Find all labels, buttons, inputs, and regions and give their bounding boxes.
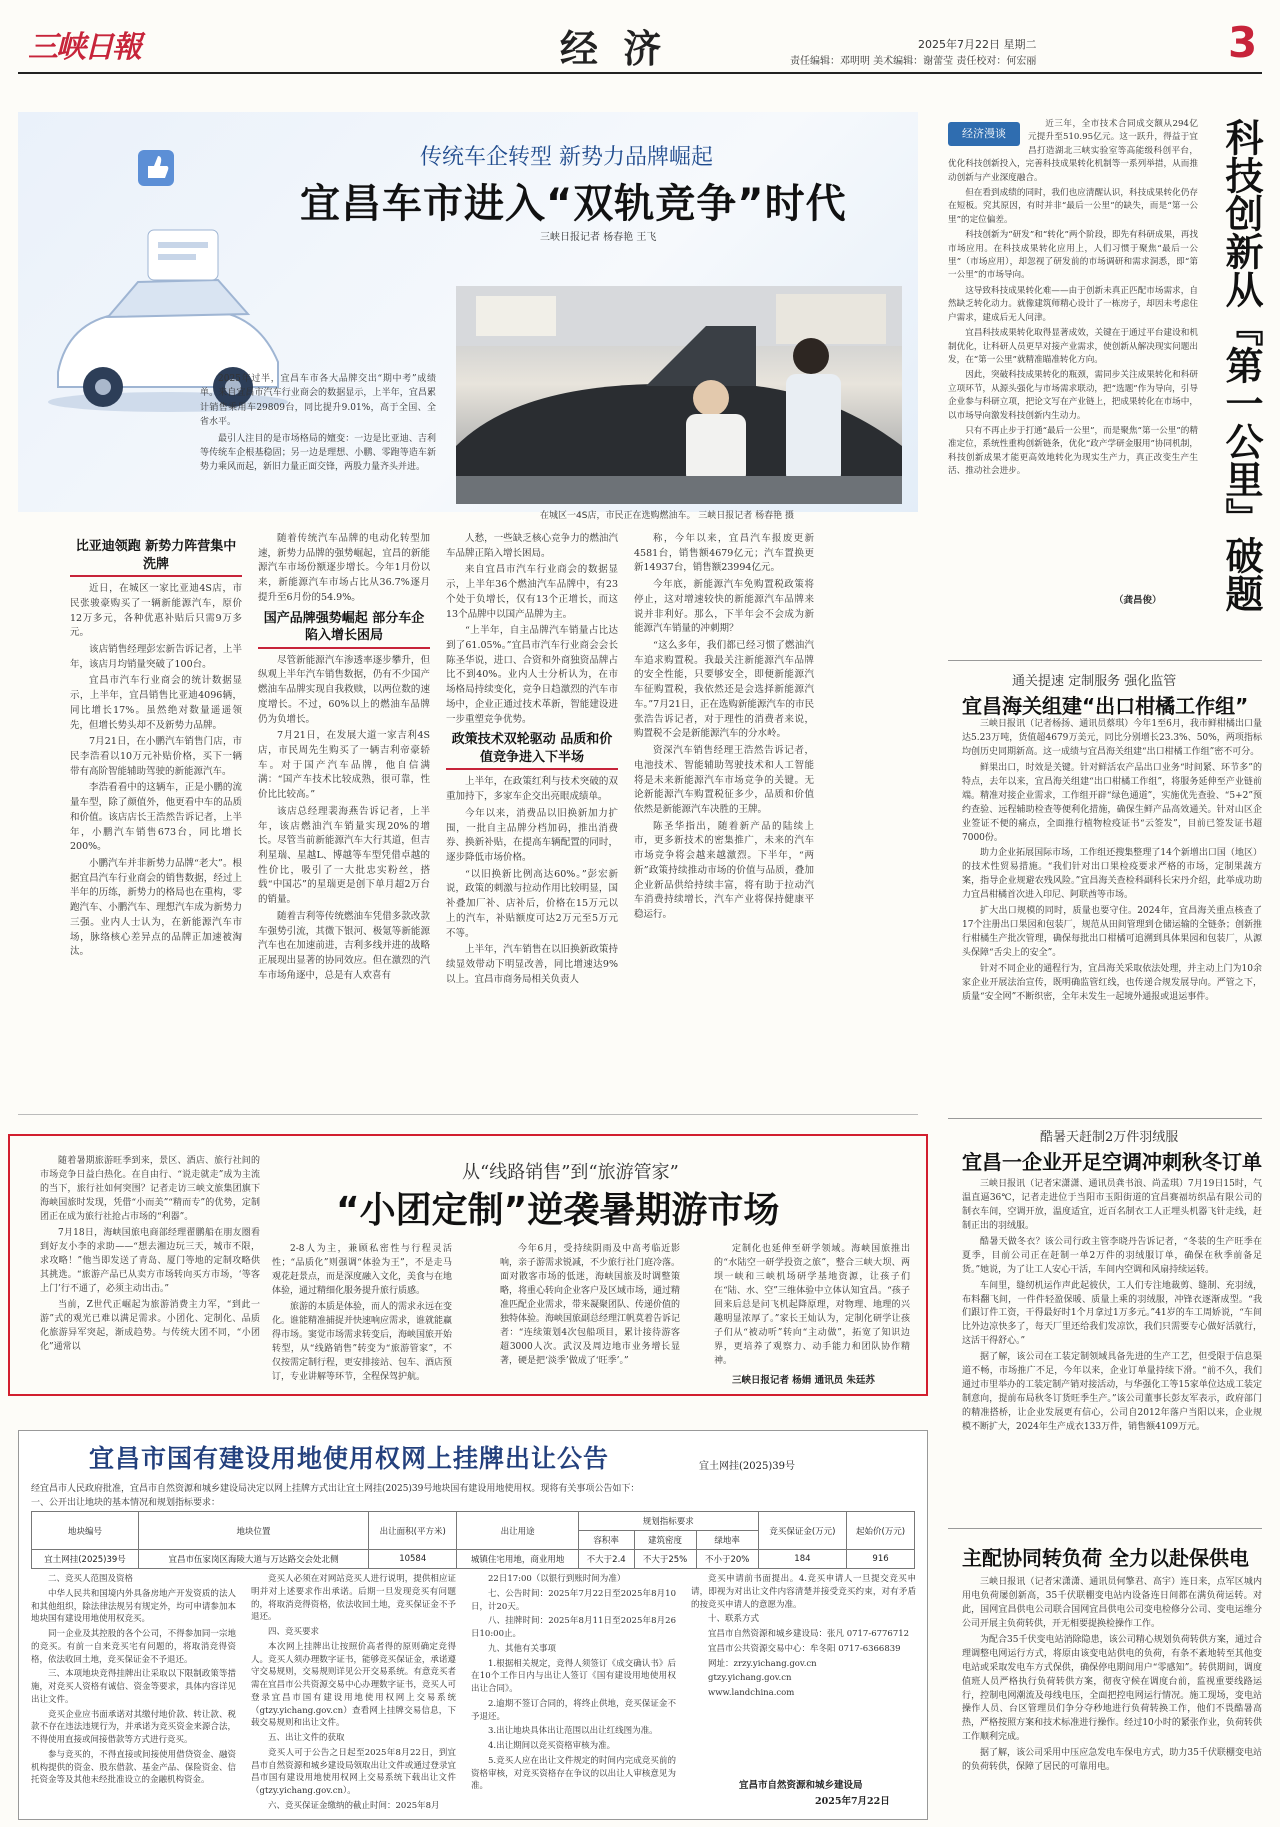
tourism-column-2: 2-8人为主，兼顾私密性与行程灵活性；“品质化”则强调“体验为王”，不是走马观花赶景点，而是深度融入文化，美食与在地体验，通过精细化服务提升旅行质感。 旅游的本质是体验，而人的需求永远在变化。谁能精准捕捉并快速响应需求，谁就能赢得市场。窦觉市场需求转变后，海峡国旅开始转型，从“线路销售”转变为“旅游管家”，不仅按需定制行程，更安排接站、包车、酒店预订，专业讲解等环节，全程保驾护航。: [272, 1244, 453, 1383]
lead-column-4: 称，今年以来，宜昌汽车报废更新4581台，销售额4679亿元；汽车置换更新14937台，销售额23994亿元。 今年底，新能源汽车免购置税政策将停止，这对增速较快的新能源汽车品牌来说并非利好。那么，下半年会不会成为新能源汽车销量的冲刺期？ “这么多年，我们都已经习惯了燃油汽车追求购置税。我最关注新能源汽车品牌的安全性能，只要够安全，即便新能源汽车征购置税，我依然还是会选择新能源汽车。”7月21日，正在选购新能源汽车的市民张浩告诉记者，对于理性的消费者来说，购置税不会是新能源汽车的分水岭。 资深汽车销售经理王浩然告诉记者，电池技术、智能辅助驾驶技术和人工智能将是未来新能源汽车市场竞争的关键。无论新能源汽车购置税征多少，品质和价值依然是新能源汽车决胜的王牌。 陈圣华指出，随着新产品的陆续上市，更多新技术的密集推广，未来的汽车市场竞争将会越来越激烈。下半年，“两新”政策持续推动市场的价值与品质，叠加企业新品供给持续丰富，将有助于拉动汽车消费持续增长，汽车产业将保持健康平稳运行。: [634, 533, 814, 920]
tourism-column-3: 今年6月，受持续阴雨及中高考临近影响，亲子游需求锐减，不少旅行社门庭冷落。面对散客市场的低迷，海峡国旅及时调整策略，将重心转向企业客户及区域市场，通过精准匹配企业需求，带来凝聚团队、传递价值的独特体验。海峡国旅副总经理江帆莫着告诉记者：“连续策划4次包船项目，累计接待游客超3000人次。武汉及周边地市业务增长显著，硬是把‘淡季’做成了‘旺季’。”: [500, 1244, 681, 1367]
bedding-kicker: 酷暑天赶制2万件羽绒服: [1040, 1130, 1179, 1145]
lead-intro: 2025年过半，宜昌车市各大品牌交出“期中考”成绩单。来自宜昌市汽车行业商会的数据显示，上半年，宜昌累计销售乘用车29809台，同比提升9.01%，高于全国、全省水平。 最引人注目的是市场格局的嬗变：一边是比亚迪、吉利等传统车企根基稳固；另一边是理想、小鹏、零跑等造车新势力乘风而起，新旧力量正面交锋，两股力量齐头并进。: [200, 374, 436, 473]
lead-subhead-2: 国产品牌强势崛起 部分车企陷入增长困局: [258, 610, 430, 649]
commentary-badge: 经济漫谈: [948, 122, 1020, 146]
lead-column-3: 人愁，一些缺乏核心竞争力的燃油汽车品牌正陷入增长困局。 来自宜昌市汽车行业商会的数据显示，上半年36个燃油汽车品牌中，有23个处于负增长，仅有13个正增长，而这13个品牌中以国产品牌为主。 “上半年，自主品牌汽车销量占比达到了61.05%。”宜昌市汽车行业商会会长陈圣华说，进口、合资和外商独资品牌占比不到40%。业内人士分析认为，在市场格局持续变化，竞争日趋激烈的汽车市场中，企业正通过技术革新，智能建设进一步重塑竞争优势。 政策技术双轮驱动 品质和价值竞争进入下半场 上半年，在政策红利与技术突破的双重加持下，多家车企交出亮眼成绩单。 今年以来，消费品以旧换新加力扩围，一批自主品牌分档加码，推出消费券、换新补贴，在提高车辆配置的同时，逐步降低市场价格。 “以旧换新比例高达60%。”彭宏新说，政策的刺激与拉动作用比较明显，国补叠加厂补、店补后，价格在15万元以上的汽车，补贴额度可达2万元至5万元不等。 上半年，汽车销售在以旧换新政策持续显效带动下明显改善，同比增速达9%以上。宜昌市商务局相关负责人: [446, 533, 618, 985]
bedding-title[interactable]: 宜昌一企业开足空调冲刺秋冬订单: [962, 1150, 1262, 1174]
tourism-kicker: 从“线路销售”到“旅游管家”: [462, 1162, 679, 1183]
notice-intro: 经宜昌市人民政府批准，宜昌市自然资源和城乡建设局决定以网上挂牌方式出让宜土网挂(2025)39号地块国有建设用地使用权。现将有关事项公告如下：: [31, 1484, 640, 1494]
newspaper-logo[interactable]: 三峡日報: [28, 30, 140, 65]
lead-column-1: 比亚迪领跑 新势力阵营集中洗牌 近日，在城区一家比亚迪4S店，市民张骏豪购买了一辆新能源汽车，原价12万多元，各种优惠补贴后只需9万多元。 该店销售经理彭宏新告诉记者，上半年，该店月均销量突破了100台。 宜昌市汽车行业商会的统计数据显示，上半年，宜昌销售比亚迪4096辆，同比增长17%。虽然绝对数量遥遥领先，但增长势头却不及新势力品牌。 7月21日，在小鹏汽车销售门店，市民李浩看以10万元补贴价格，买下一辆带有高阶智能辅助驾驶的新能源汽车。 李浩看看中的这辆车，正是小鹏的流量车型，除了颜值外，他更看中车的品质和价值。该店店长王浩然告诉记者，上半年，小鹏汽车销售673台，同比增长200%。 小鹏汽车并非新势力品牌“老大”。根据宜昌汽车行业商会的销售数据，经过上半年的历练，新势力的格局也在重构，零跑汽车、小鹏汽车、理想汽车成为新势力三强。业内人士认为，在新能源汽车市场，脉络核心差异点的品牌正加速被淘汰。: [70, 539, 242, 958]
notice-title[interactable]: 宜昌市国有建设用地使用权网上挂牌出让公告: [89, 1444, 610, 1473]
customs-title[interactable]: 宜昌海关组建“出口柑橘工作组”: [962, 694, 1249, 718]
commentary-body: 近三年，全市技术合同成交额从294亿元提升至510.95亿元。这一跃升，得益于宜昌打造湖北三峡实验室等高能级科创平台，优化科技创新投入，完善科技成果转化机制等一系列举措，从而推动创新与产业深度融合。 但在看到成绩的同时，我们也应清醒认识，科技成果转化仍存在短板。究其原因，有时并非“最后一公里”的缺失，而是“第一公里”的定位偏差。 科技创新为“研发”和“转化”两个阶段，即先有科研成果，再找市场应用。在科技成果转化应用上，人们习惯于聚焦“最后一公里”（市场应用），却忽视了研发前的市场调研和需求洞悉，即“第一公里”的市场导向。 这导致科技成果转化难——由于创新未真正匹配市场需求，自然缺乏转化动力。就像建筑师精心设计了一栋房子，却因未考虑住户需求，建成后无人问津。 宜昌科技成果转化取得显著成效，关键在于通过平台建设和机制优化，让科研人员更早对接产业需求，使创新从解决现实问题出发，在“第一公里”就精准瞄准转化方向。 因此，突破科技成果转化的瓶颈，需同步关注成果转化和科研立项环节，从源头强化与市场需求联动，把“选题”作为导向，引导企业参与科研立项，把论文写在产业链上，把成果转化在市场中，以市场导向激发科技创新内生动力。 只有不再止步于打通“最后一公里”，而是聚焦“第一公里”的精准定位，系统性重构创新链条，优化“政产学研金服用”协同机制，科技创新成果才能更高效地转化为现实生产力，真正改变生产生活、推动社会进步。: [948, 119, 1198, 477]
notice-column-1: 二、竞买人范围及资格 中华人民共和国境内外具备房地产开发资质的法人和其他组织，除法律法规另有规定外，均可申请参加本地块国有建设用地使用权竞买。 同一企业及其控股的各个公司，不得参加同一宗地的竞买。有前一自来竞买宅有问题的，将取消竞得资格，依法收回土地，竞买保证金不予退还。 三、本项地块竞得挂牌出让采取以下限制政策等措施，对竞买人资格有诚信、资金等要求，具体内容详见出让文件。 竞买企业应书面承诺对其缴付地价款、转让款、税款不存在违法违规行为，并承诺为竞买资金来源合法，不得使用直接或间接借款等方式进行竞买。 参与竞买的，不得直接或间接使用借贷资金、融资机构提供的资金、股东借款、基金产品、保险资金、信托资金等及其他未经批准设立的金融机构资金。: [31, 1574, 236, 1786]
tourism-column-1: 随着暑期旅游旺季到来，景区、酒店、旅行社间的市场竞争日益白热化。在自由行、“说走就走”成为主流的当下，旅行社如何突围？记者走访三峡文旅集团旗下海峡国旅时发现，凭借“小而美”“精而专”的优势，定制团正在成为旅行社抢占市场的“利器”。 7月18日，海峡国旅电商部经理翟鹏船在朋友圈看到好友小李的求助——“想去湘边玩三天，城市不限，求攻略！”他当即发送了青岛、厦门等地的定制攻略供其挑选。“旅游产品已从卖方市场转向买方市场，‘等客上门’行不通了，必须主动出击。” 当前，Z世代正崛起为旅游消费主力军，“到此一游”式的观光已难以满足需求。小团化、定制化、品质化旅游异军突起，渐成趋势。与传统大团不同，“小团化”通常以: [40, 1156, 260, 1353]
commentary-author: （龚昌俊）: [1114, 595, 1162, 606]
notice-column-2: 竞买人必须在对网站竞买人进行说明，提供相应证明并对上述要求作出承诺。后期一旦发现竞买有问题的，将取消竞得资格，依法收回土地，竞买保证金不予退还。 四、竞买要求 本次网上挂牌出让按照价高者得的原则确定竞得人。竞买人须办理数字证书，能够竞买保证金，承诺遵守交易规则，交易规则详见公开交易系统。有意竞买者需在宜昌市公共资源交易中心办理数字证书，竞买人可登录宜昌市国有建设用地使用权网上交易系统（gtzy.yichang.gov.cn）查看网上挂牌交易信息，下载交易规则和出让文件。 五、出让文件的获取 竞买人可于公告之日起至2025年8月22日，到宜昌市自然资源和城乡建设局领取出让文件或通过登录宜昌市国有建设用地使用权网上交易系统下载出让文件（gtzy.yichang.gov.cn）。 六、竞买保证金缴纳的截止时间：2025年8月: [251, 1574, 456, 1811]
commentary: [948, 112, 1262, 612]
tourism-title[interactable]: “小团定制”逆袭暑期游市场: [336, 1190, 780, 1231]
power-body: 三峡日报讯（记者宋潇潇、通讯员何擎君、高宇）连日来，点军区城内用电负荷屡创新高，35千伏联棚变电站内设备连日间都在满负荷运转。对此，国网宜昌供电公司联合国网宜昌供电公司变电检修分公司、变电运维分公司开展主负荷转供，开无相要提换检操作工作。 为配合35千伏变电站消除隐患，该公司精心规划负荷转供方案，通过合理调整电网运行方式，将原由该变电站供电的负荷，有条不紊地转至其他变电站或采取发电车方式保供，确保停电期间用户“零感知”。转供期间，调度值班人员严格执行负荷转供方案，彻夜守候在调度台前，监视重要线路运行，控制电网潮流及母线电压，全面把控电网运行情况。施工现场，变电站操作人员、台区管理员们争分夺秒地进行负荷转换工作，他们不畏酷暑高热，严格按照方案和技术标准进行操作。经过10小时的紧张作业，负荷转供工作顺利完成。 据了解，该公司采用中压应急发电车保电方式，助力35千伏联棚变电站的负荷转供，保障了居民的可靠用电。: [962, 1577, 1262, 1773]
tourism-column-4: 定制化也延伸至研学领域。海峡国旅推出的“水陆空一研学投资之旅”，整合三峡大坝、两坝一峡和三峡机场研学基地资源，让孩子们在“陆、水、空”三维体验中立体认知宜昌。“孩子回来后总是问飞机起降原理，对物理、地理的兴趣明显浓厚了。”家长王灿认为，定制化研学让孩子们从“被动听”转向“主动做”，拓宽了知识边界，更培养了观察力、动手能力和团队协作精神。: [714, 1244, 910, 1367]
masthead: [0, 0, 1280, 74]
car-showroom-photo: [456, 286, 902, 504]
notice-number: 宜土网挂(2025)39号: [699, 1461, 795, 1472]
notice-table: 地块编号 地块位置 出让面积(平方米) 出让用途 规划指标要求 竞买保证金(万元) 起始价(万元) 容积率 建筑密度 绿地率 宜土网挂(2025)39号 宜昌市伍家岗区海陵大道与万达路交会处北侧 10584 城镇住宅用地，商业用地 不大于2.4 不大于25% 不小于20% 184 916: [31, 1511, 915, 1569]
lead-subhead-3: 政策技术双轮驱动 品质和价值竞争进入下半场: [446, 731, 618, 770]
notice-date: 2025年7月22日: [815, 1796, 890, 1807]
commentary-title[interactable]: 科技创新从『第一公里』破题: [1219, 118, 1263, 612]
section-title: 经 济: [560, 26, 668, 71]
lead-column-2: 随着传统汽车品牌的电动化转型加速，新势力品牌的强势崛起，宜昌的新能源汽车市场份额逐步增长。今年1月份以来，新能源汽车市场占比从36.7%逐月提升至6月份的54.9%。 国产品牌强势崛起 部分车企陷入增长困局 尽管新能源汽车渗透率逐步攀升，但纵观上半年汽车销售数据，仍有不少国产燃油车品牌实现自我救赎，以两位数的速度增长。不过，60%以上的燃油车品牌仍为负增长。 7月21日，在发展大道一家吉利4S店，市民周先生购买了一辆吉利帝豪轿车。对于国产汽车品牌，他自信满满：“国产车技术比较成熟，很可靠，性价比比较高。” 该店总经理裴海燕告诉记者，上半年，该店燃油汽车销量实现20%的增长。尽管当前新能源汽车大行其道，但吉利星瑞、星越L、博越等车型凭借卓越的性价比，吸引了一大批忠实粉丝，搭载“中国芯”的星瑞更是创下单月超2万台的销量。 随着吉利等传统燃油车凭借多款改款车强势引流，其微下银河、极氪等新能源汽车也在加速前进，吉利多线并进的战略正展现出显著的协同效应。但在激烈的汽车市场角逐中，总是有人欢喜有: [258, 533, 430, 981]
thumb-up-icon: [136, 148, 176, 188]
lead-photo[interactable]: [456, 286, 902, 504]
notice-section-1: 一、公开出让地块的基本情况和规划指标要求：: [31, 1498, 221, 1508]
lead-byline: 三峡日报记者 杨春艳 王飞: [540, 232, 657, 243]
photo-caption: 在城区一4S店，市民正在选购燃油车。 三峡日报记者 杨春艳 摄: [540, 511, 795, 521]
page-number: 3: [1228, 18, 1258, 67]
lead-bottom-rule: [18, 1114, 918, 1115]
editors-line: 责任编辑：邓明明 美术编辑：谢蕾莹 责任校对：何宏丽: [790, 56, 1037, 67]
tourism-byline: 三峡日报记者 杨娟 通讯员 朱廷苏: [732, 1375, 875, 1386]
power-title[interactable]: 主配协同转负荷 全力以赴保供电: [962, 1546, 1249, 1570]
issue-date: 2025年7月22日 星期二: [918, 38, 1037, 51]
notice-column-3: 22日17:00（以银行到账时间为准） 七、公告时间：2025年7月22日至2025年8月10日，计20天。 八、挂牌时间：2025年8月11日至2025年8月26日10:00止。 九、其他有关事项 1.根据相关规定，竞得人须签订《成交确认书》后在10个工作日内与出让人签订《国有建设用地使用权出让合同》。 2.逾期不签订合同的，将终止供地，竞买保证金不予退还。 3.出让地块具体出让范围以出让红线图为准。 4.出让期间以竞买资格审核为准。 5.竞买人应在出让文件规定的时间内完成竞买前的资格审核，对竞买资格存在争议的以出让人审核意见为准。: [471, 1574, 676, 1792]
lead-subhead-1: 比亚迪领跑 新势力阵营集中洗牌: [70, 538, 242, 577]
customs-kicker: 通关提速 定制服务 强化监管: [1012, 674, 1177, 689]
customs-body: 三峡日报讯（记者杨扬、通讯员蔡琪）今年1至6月，我市鲜柑橘出口量达5.23万吨，货值超4679万美元，同比分别增长23.3%、50%，两项指标均创历史同期新高。这一成绩与宜昌海关组建“出口柑橘工作组”密不可分。 鲜果出口，时效是关键。针对鲜活农产品出口业务“时间紧、环节多”的特点，去年以来，宜昌海关组建“出口柑橘工作组”，将服务延伸至产业链前端。精准对接企业需求，工作组开辟“绿色通道”，实施优先查验、“5+2”预约查验、远程辅助检查等便利化措施，确保生鲜产品高效通关。针对山区企业签证不便的痛点，全面推行植物检疫证书“云签发”，目前已签发证书超7000份。 助力企业拓展国际市场，工作组还搜集整理了14个新增出口国（地区）的技术性贸易措施。“我们针对出口果检疫要求严格的市场，定制果蔬方案，指导企业规避农残风险。”宜昌海关查检科副科长宋丹介绍，此举成功助力宜昌柑橘首次进入印尼、阿联酋等市场。 扩大出口规模的同时，质量也要守住。2024年，宜昌海关重点核查了17个注册出口果园和包装厂，规范从田间管理到仓储运输的全链条；创新推行柑橘生产批次管理，确保每批出口柑橘可追溯到具体果园和包装厂，从源头保障“舌尖上的安全”。 针对不同企业的通程行为，宜昌海关采取依法处理，并主动上门为10余家企业开展法治宣传，既明确监管红线，也传递合规发展导向。严管之下，质量“安全网”不断织密，全年未发生一起境外通报或退运事件。: [962, 719, 1262, 1002]
lead-headline[interactable]: 宜昌车市进入“双轨竞争”时代: [300, 181, 847, 227]
lead-kicker: 传统车企转型 新势力品牌崛起: [420, 145, 713, 170]
bedding-body: 三峡日报讯（记者宋潇潇、通讯员龚书浪、尚孟琪）7月19日15时，气温直逼36℃，记者走进位于当阳市玉阳街道的宜昌赛福坊织品有限公司的制衣车间，空调开放，温度适宜，近百名制衣工人正埋头机器飞针走线，赶制正出的羽绒服。 酷暑天做冬衣？该公司行政主管李晓丹告诉记者，“冬装的生产旺季在夏季，目前公司正在赶制一单2万件的羽绒服订单，确保在秋季前备足货。”她说，为了让工人安心干活，车间内空调和风扇持续运转。 车间里，缝纫机运作声此起彼伏，工人们专注地裁剪、缝制、充羽绒，布料翻飞间，一件件轻盈保暖、质量上乘的羽绒服，冲锋衣逐渐成型。“我们跟订件工资，干得最好时1个月拿过1万多元。”41岁的车工周娇说，“车间比外边凉快多了，每天厂里还给我们发凉饮，我们只需要专心做好活就行，这活干得舒心。” 据了解，该公司在工装定制领域具备先进的生产工艺，但受限于信息渠道不畅，市场推广不足，今年以来，企业订单量持续下滑。“前不久，我们通过市里举办的工装定制产销对接活动，与华强化工等15家单位达成工装定制意向，提前布局秋冬订货旺季生产。”该公司董事长彭友军表示，政府部门的精准搭桥，让企业发展更有信心，公司自2012年落户当阳以来，企业规模不断扩大，2024年生产成衣133万件，销售额4109万元。: [962, 1179, 1262, 1432]
notice-column-4: 竞买申请前书面提出。4.竞买申请人一旦提交竞买申请，即视为对出让文件内容清楚并接受竞买约束，对有矛盾的按竞买申请人的意愿为准。 十、联系方式 宜昌市自然资源和城乡建设局：张凡 0717-6776712 宜昌市公共资源交易中心：牟冬阳 0717-6366839 网址：zrzy.yichang.gov.cn gtzy.yichang.gov.cn www.landchina.com: [691, 1574, 916, 1698]
notice-issuer: 宜昌市自然资源和城乡建设局: [739, 1780, 863, 1791]
table-row: 宜土网挂(2025)39号 宜昌市伍家岗区海陵大道与万达路交会处北侧 10584 城镇住宅用地，商业用地 不大于2.4 不大于25% 不小于20% 184 916: [32, 1550, 915, 1569]
land-notice: [18, 1430, 928, 1820]
